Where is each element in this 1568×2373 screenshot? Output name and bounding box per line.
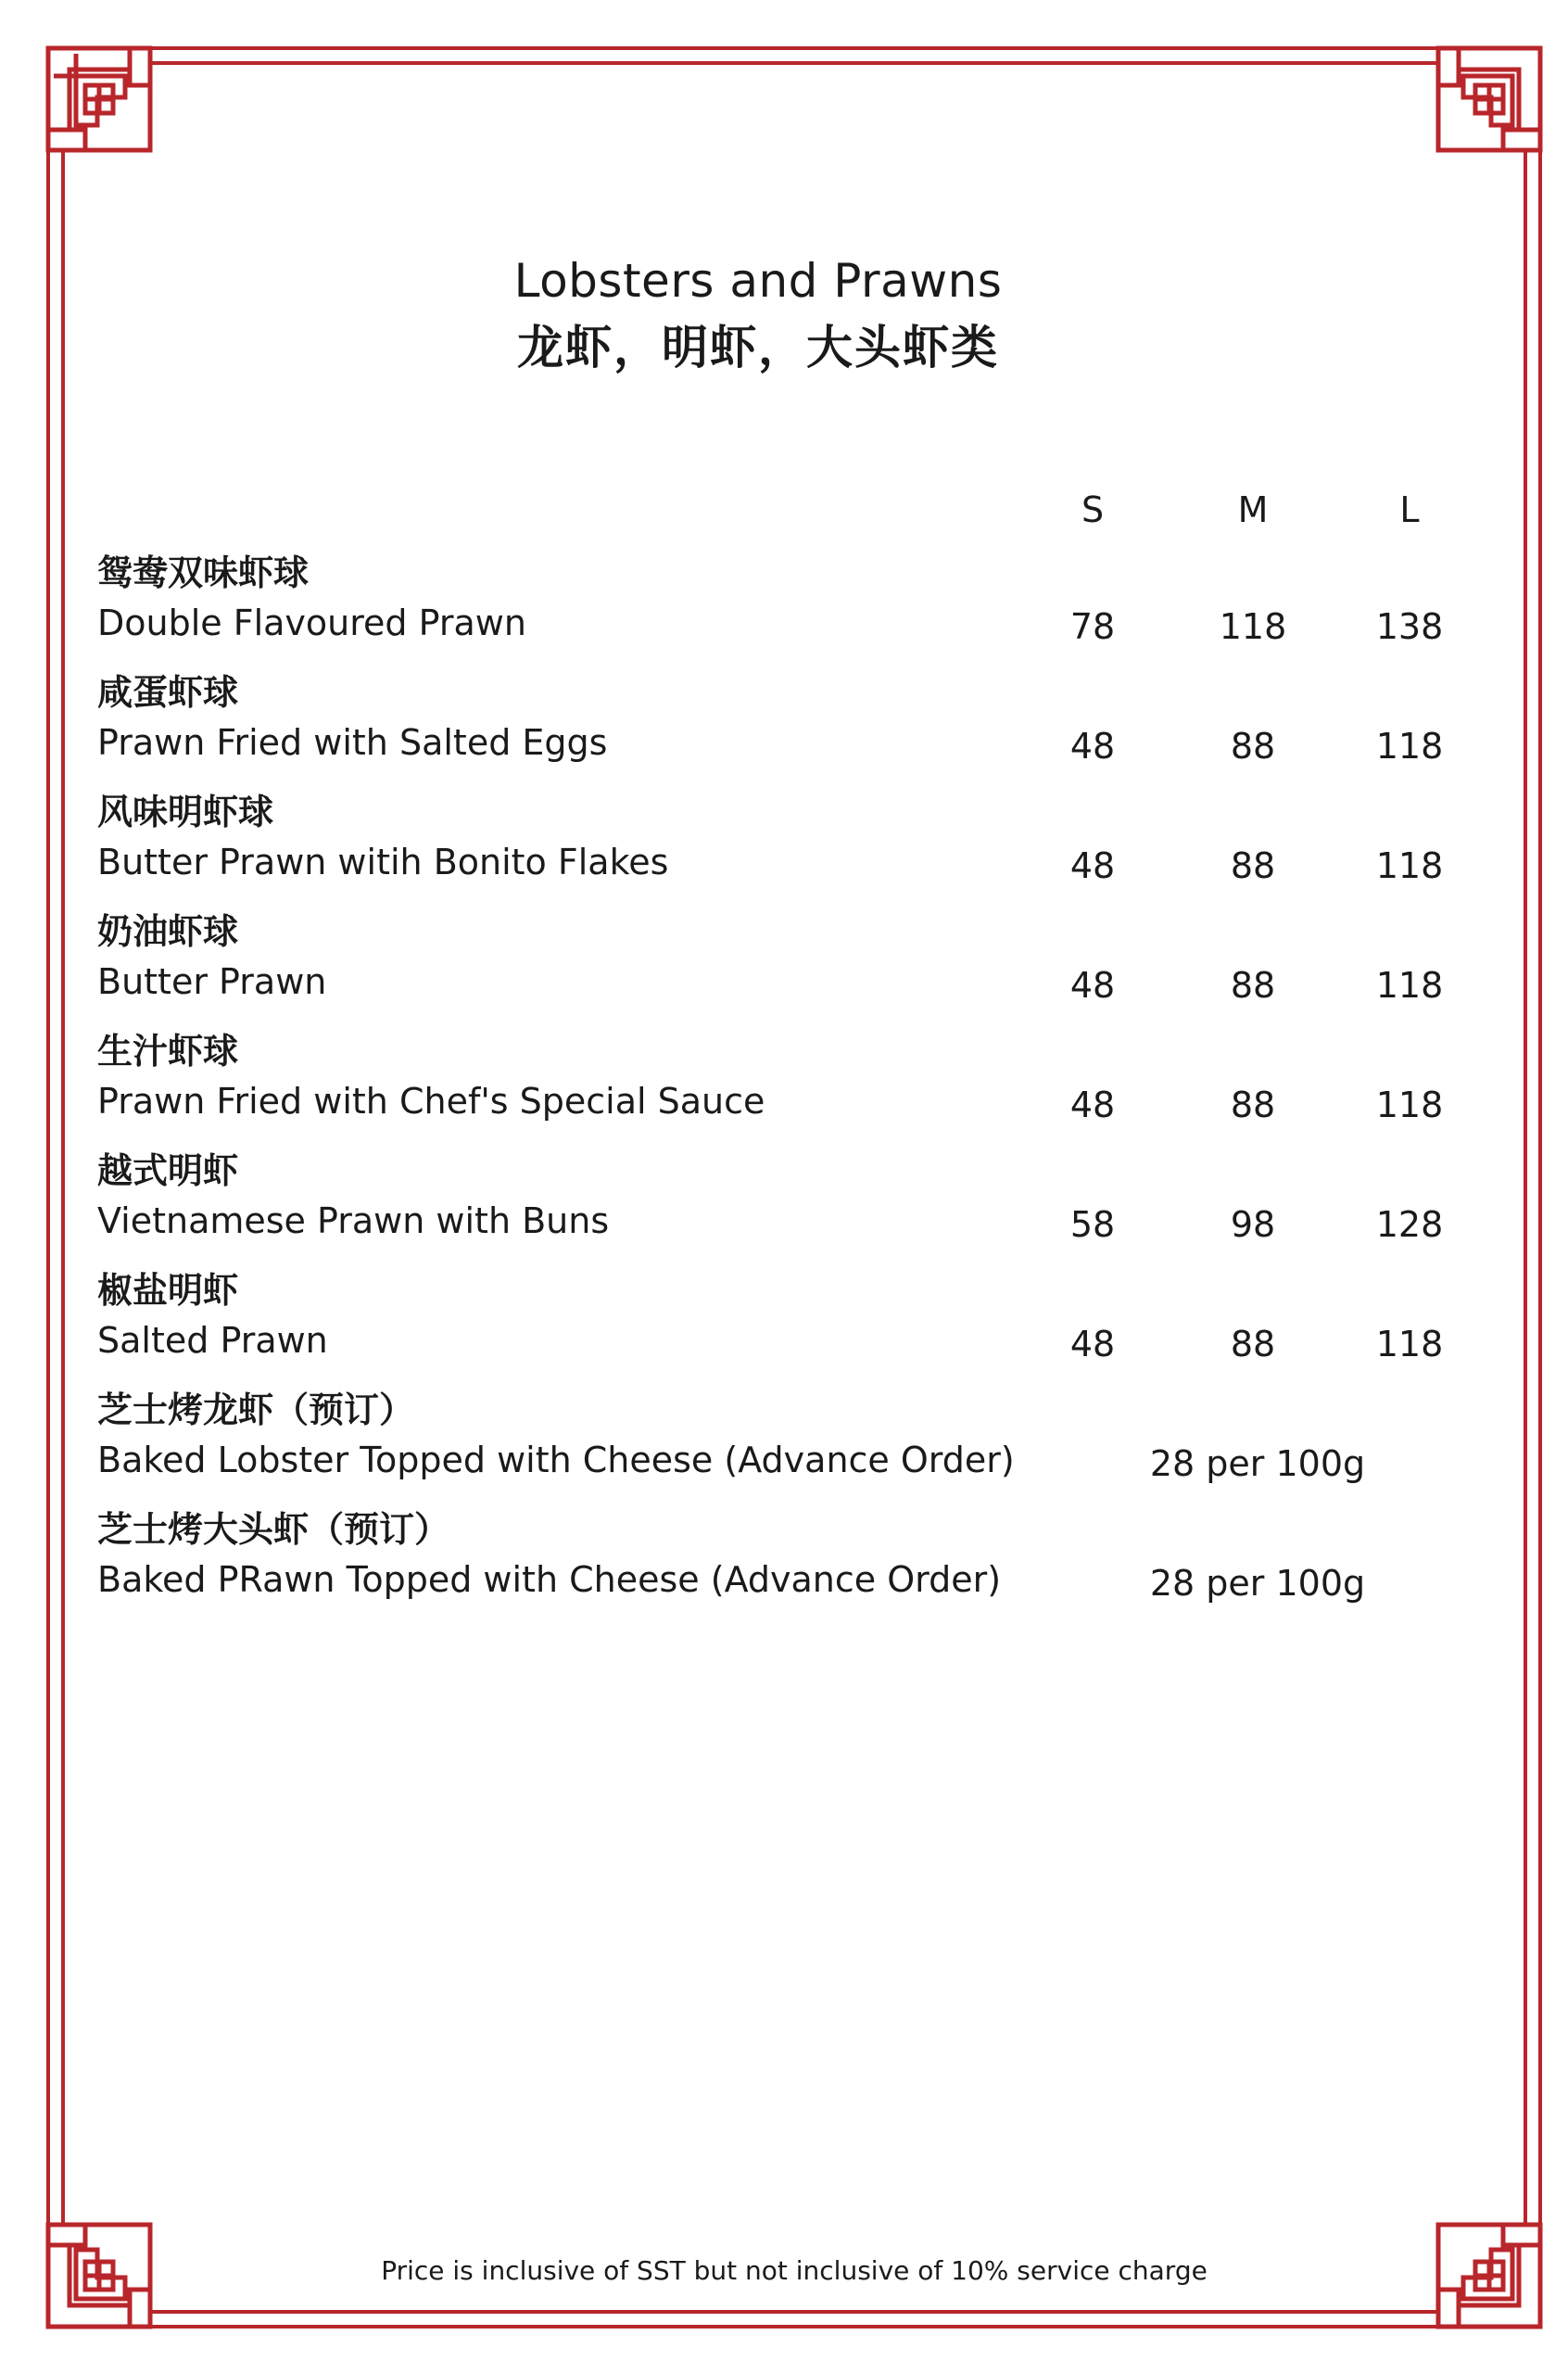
price-medium: 88 (1230, 726, 1276, 767)
menu-item (97, 1384, 1487, 1504)
price-medium: 88 (1230, 965, 1276, 1006)
price-large: 118 (1375, 726, 1444, 767)
price-disclaimer: Price is inclusive of SST but not inclusive of 10% service charge (381, 2255, 1208, 2286)
item-name-english: Baked PRawn Topped with Cheese (Advance Order) (97, 1559, 1002, 1600)
price-medium: 88 (1230, 1085, 1276, 1125)
item-name-chinese: 越式明虾 (97, 1150, 239, 1191)
price-large: 118 (1375, 1324, 1444, 1364)
item-name-chinese: 芝士烤大头虾（预订） (97, 1509, 450, 1550)
price-large: 138 (1375, 606, 1444, 647)
menu-item (97, 1145, 1487, 1264)
menu-item (97, 1264, 1487, 1384)
price-small: 48 (1069, 845, 1116, 886)
item-name-english: Baked Lobster Topped with Cheese (Advance Order) (97, 1440, 1015, 1480)
item-name-english: Prawn Fried with Chef's Special Sauce (97, 1081, 765, 1122)
price-medium: 88 (1230, 1324, 1276, 1364)
price-small: 58 (1069, 1204, 1116, 1245)
price-large: 118 (1375, 965, 1444, 1006)
menu-item (97, 906, 1487, 1025)
item-name-chinese: 芝士烤龙虾（预订） (97, 1390, 415, 1430)
corner-ornament-top-right (1438, 48, 1540, 150)
menu-title-chinese: 龙虾，明虾，大头虾类 (517, 321, 999, 374)
menu-item (97, 666, 1487, 786)
price-small: 48 (1069, 1324, 1116, 1364)
menu-item (97, 547, 1487, 666)
price-large: 128 (1375, 1204, 1444, 1245)
item-name-chinese: 咸蛋虾球 (97, 672, 239, 713)
item-name-english: Vietnamese Prawn with Buns (97, 1200, 610, 1241)
size-header-large: L (1399, 489, 1420, 530)
item-name-english: Salted Prawn (97, 1320, 328, 1361)
item-name-chinese: 鸳鸯双味虾球 (97, 552, 310, 593)
price-small: 48 (1069, 1085, 1116, 1125)
item-name-english: Prawn Fried with Salted Eggs (97, 722, 608, 763)
item-name-chinese: 椒盐明虾 (97, 1270, 239, 1311)
item-name-english: Butter Prawn (97, 961, 327, 1002)
price-per-weight: 28 per 100g (1149, 1563, 1366, 1604)
price-small: 78 (1069, 606, 1116, 647)
price-small: 48 (1069, 965, 1116, 1006)
item-name-english: Double Flavoured Prawn (97, 603, 526, 643)
size-header-medium: M (1237, 489, 1269, 530)
corner-ornament-top-left (48, 48, 150, 150)
price-medium: 98 (1230, 1204, 1276, 1245)
size-header-small: S (1081, 489, 1105, 530)
price-large: 118 (1375, 1085, 1444, 1125)
menu-item (97, 1025, 1487, 1145)
item-name-chinese: 生汁虾球 (97, 1031, 239, 1072)
price-per-weight: 28 per 100g (1149, 1443, 1366, 1484)
menu-title-english: Lobsters and Prawns (513, 254, 1003, 308)
item-name-english: Butter Prawn witih Bonito Flakes (97, 842, 669, 882)
item-name-chinese: 奶油虾球 (97, 911, 239, 952)
item-name-chinese: 风味明虾球 (97, 792, 274, 832)
price-medium: 118 (1219, 606, 1287, 647)
menu-item (97, 786, 1487, 906)
price-medium: 88 (1230, 845, 1276, 886)
menu-item (97, 1504, 1487, 1623)
price-large: 118 (1375, 845, 1444, 886)
price-small: 48 (1069, 726, 1116, 767)
